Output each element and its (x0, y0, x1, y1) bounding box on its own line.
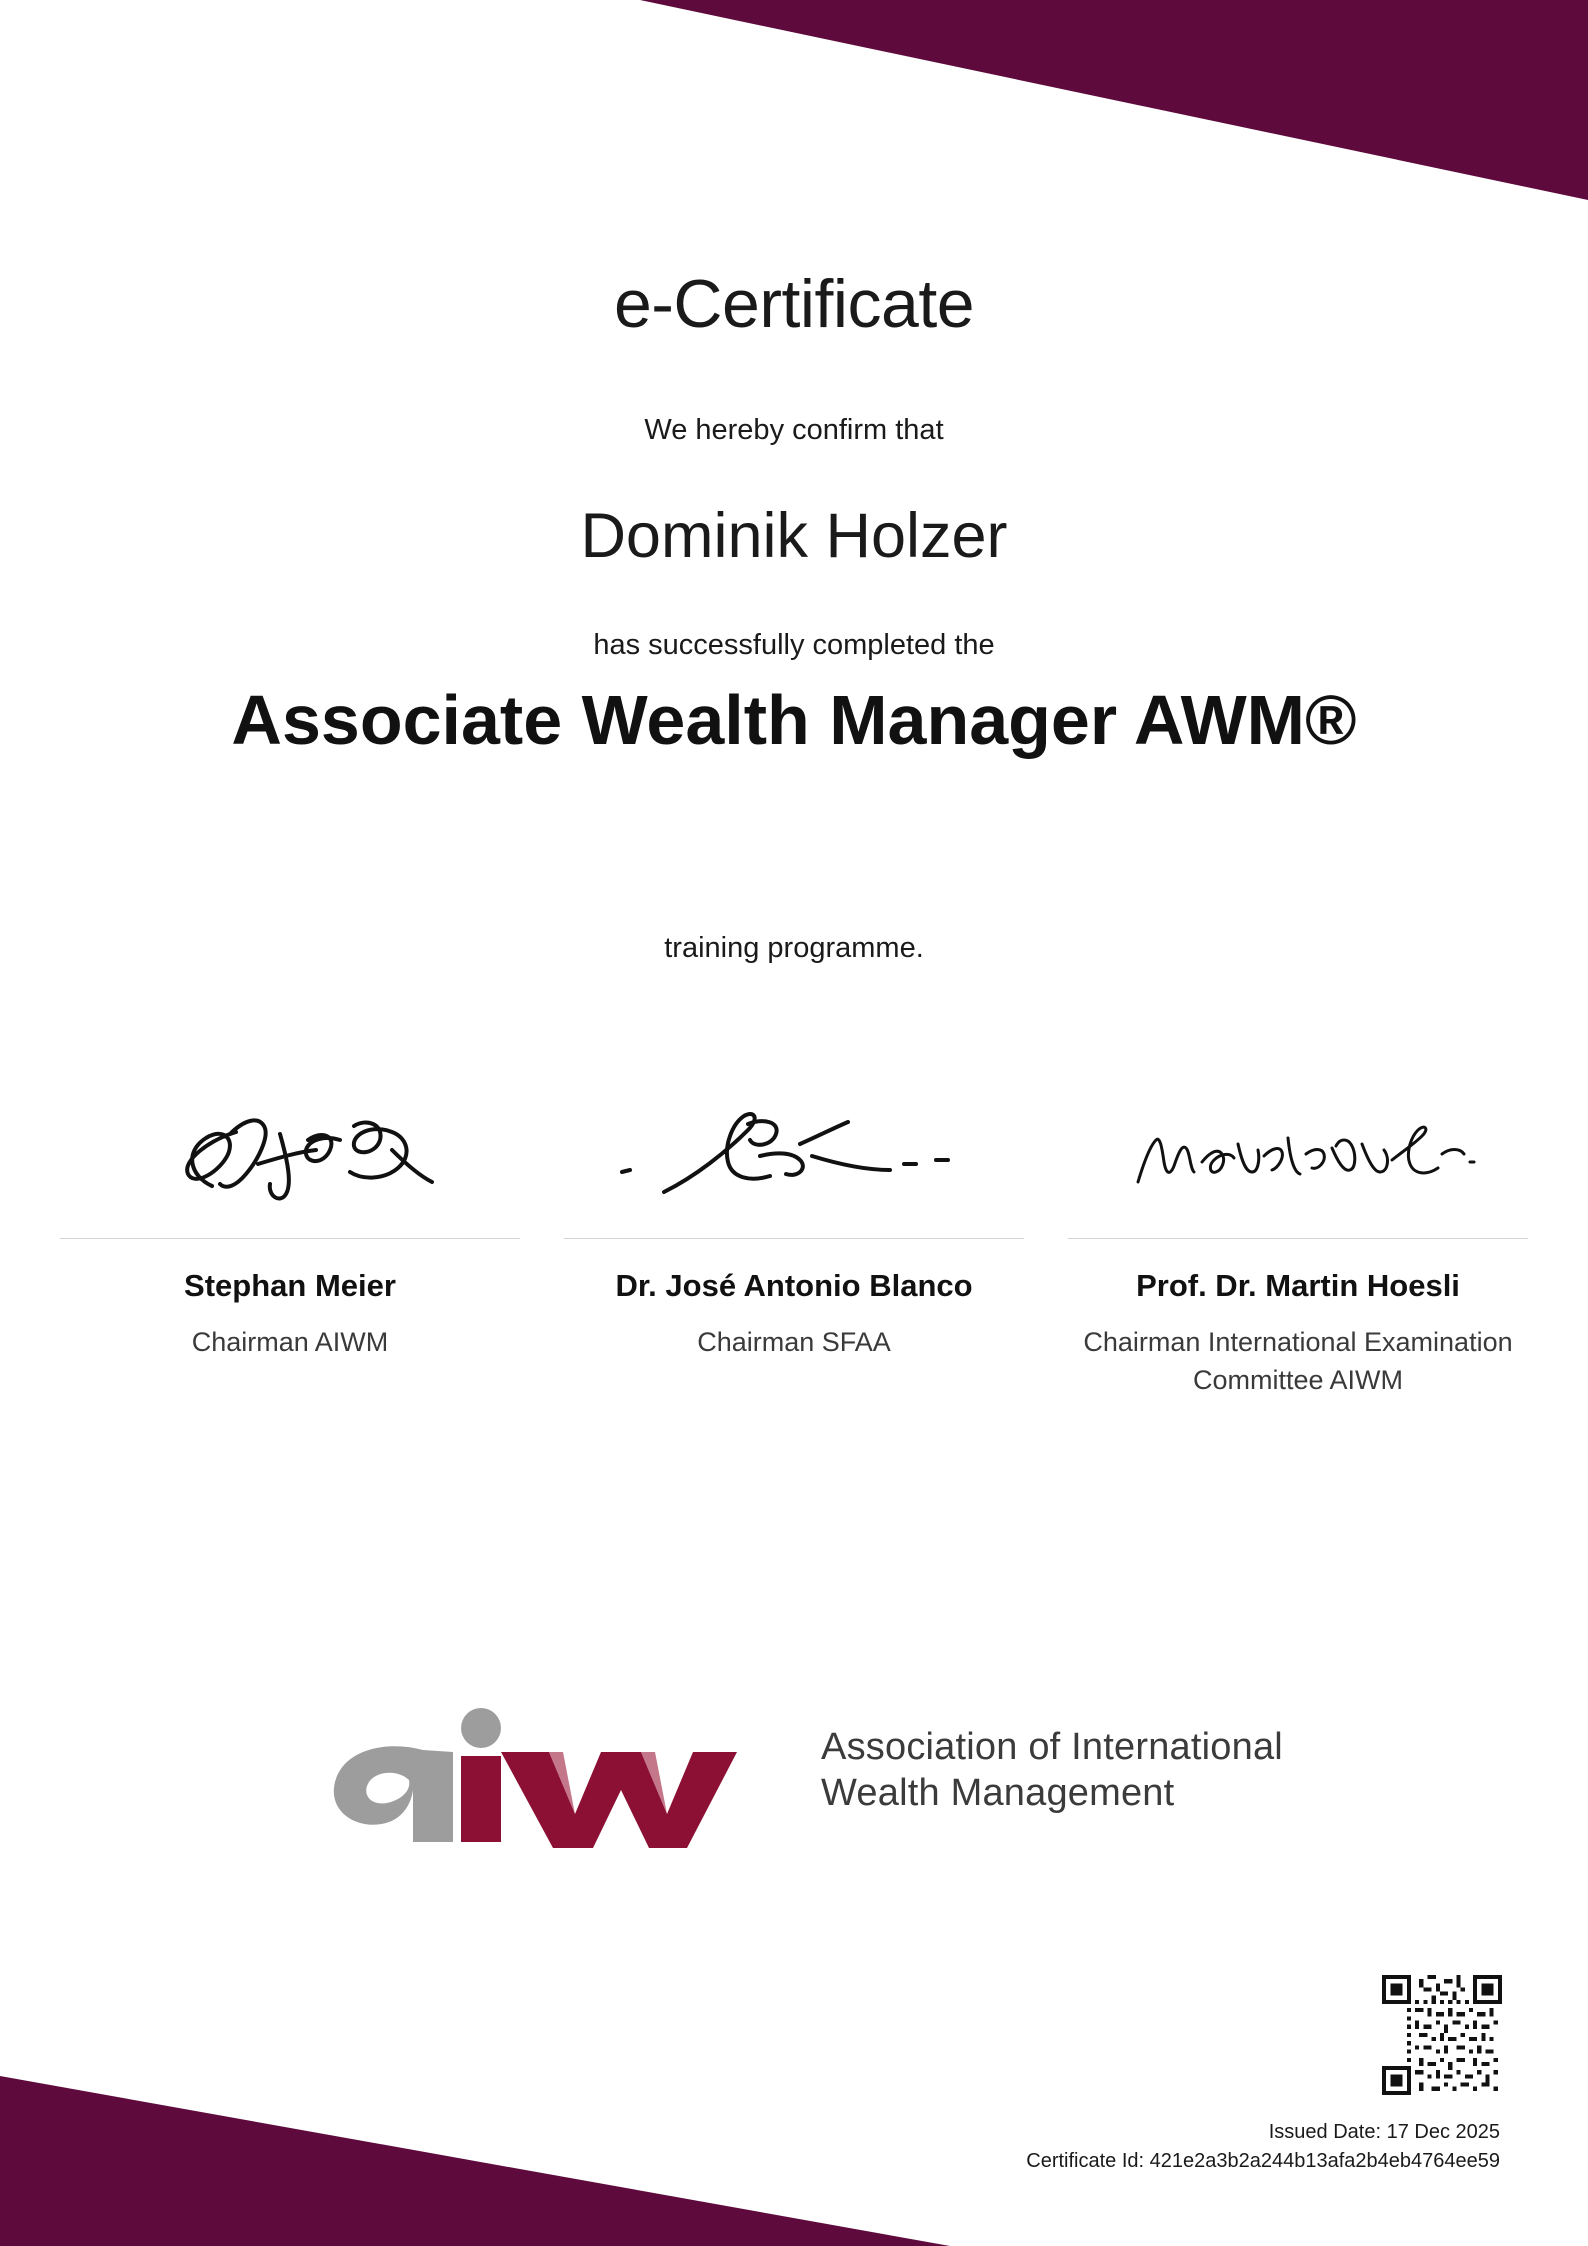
issued-date: Issued Date: 17 Dec 2025 (1268, 2121, 1500, 2143)
aiwm-logo-block (0, 1690, 1588, 1850)
closing-line: training programme. (664, 932, 924, 964)
signature-rule (1068, 1238, 1528, 1239)
page-title: e-Certificate (613, 266, 975, 342)
signature-martin-hoesli-icon (1068, 1080, 1528, 1220)
signature-stephan-meier-icon (60, 1080, 520, 1220)
signatory-role: Chairman SFAA (697, 1326, 891, 1357)
signature-jose-antonio-blanco-icon (564, 1080, 1024, 1220)
completed-line: has successfully completed the (593, 629, 995, 661)
signatory-role: Chairman AIWM (191, 1326, 389, 1357)
signatory-name: Stephan Meier (184, 1268, 396, 1303)
signature-rule (60, 1238, 520, 1239)
aiwm-wordmark (821, 1724, 1283, 1817)
certificate-footer (600, 2118, 1500, 2176)
wordmark-line-1: Association of International (821, 1725, 1283, 1768)
signatories-row (60, 1080, 1528, 1399)
qr-code-icon[interactable] (1382, 1975, 1502, 2095)
signatory-role: Chairman International Examination Committee AIWM (1083, 1326, 1513, 1395)
signatory-block-2 (564, 1080, 1024, 1399)
signatory-block-1 (60, 1080, 520, 1399)
aiwm-logo-icon (305, 1690, 795, 1850)
signatory-block-3 (1068, 1080, 1528, 1399)
signatory-name: Prof. Dr. Martin Hoesli (1136, 1268, 1460, 1303)
certificate-id: Certificate Id: 421e2a3b2a244b13afa2b4eb4764ee59 (1026, 2150, 1500, 2172)
wordmark-line-2: Wealth Management (821, 1772, 1175, 1814)
signatory-name: Dr. José Antonio Blanco (615, 1268, 973, 1303)
confirm-line: We hereby confirm that (644, 414, 944, 446)
recipient-name: Dominik Holzer (580, 501, 1008, 571)
programme-name: Associate Wealth Manager AWM® (231, 681, 1357, 759)
signature-rule (564, 1238, 1024, 1239)
